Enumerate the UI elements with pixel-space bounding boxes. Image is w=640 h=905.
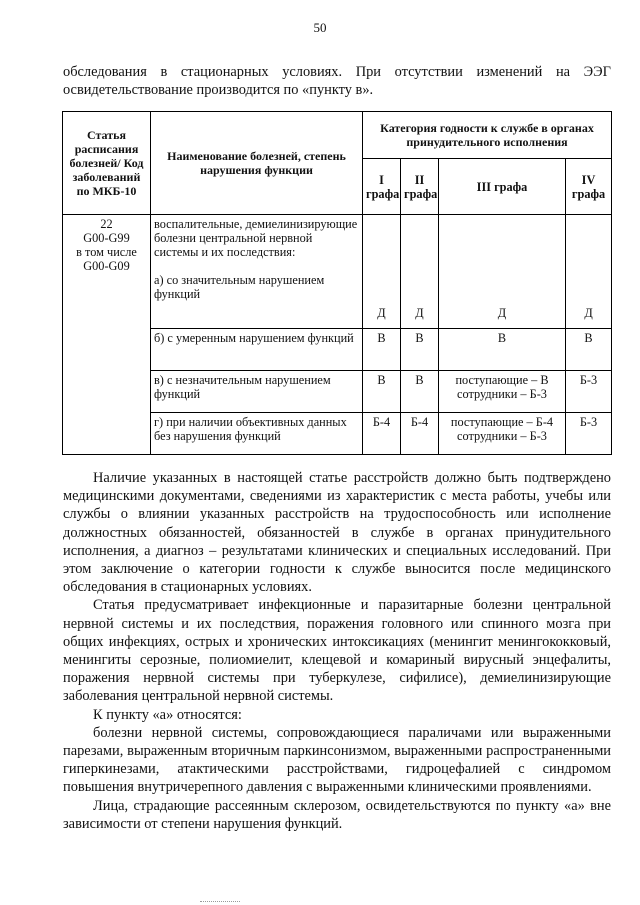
article-number: 22 [100,217,113,231]
paragraph-scope: Статья предусматривает инфекционные и паразитарные болезни центральной нервной системы и их последствия, поражения головного или спинного мозга при общих инфекциях, острых и хронических интоксикациях (менингит менингококковый, менингиты серозные, полиомиелит, клещевой и комариный вирусный энцефалиты, поражения нервной системы при туберкулезе, сифилисе), демиелинизирующие заболевания центральной нервной системы. [63,597,611,705]
code-sub: G00-G09 [83,259,130,273]
article-code-cell [63,215,151,455]
body-text [63,469,611,833]
code-main: G00-G99 [83,231,130,245]
intro-text: обследования в стационарных условиях. При отсутствии изменений на ЭЭГ освидетельствование производится по «пункту в». [63,64,611,98]
header-column-3: III графа [439,159,566,215]
row-c-col1: В [363,371,401,413]
row-c-name: в) с незначительным нарушением функций [151,371,363,413]
row-b-col1: В [363,329,401,371]
row-a-col4: Д [566,215,612,329]
row-c-col2: В [401,371,439,413]
row-c-col4: Б-3 [566,371,612,413]
header-column-4: IV графа [566,159,612,215]
paragraph-item-a-details: болезни нервной системы, сопровождающиеся параличами или выраженными парезами, выраженным вторичным паркинсонизмом, выраженными распространенными гиперкинезами, атактическими расстройствами, гидроцефалией с синдромом повышения внутричерепного давления с выраженными клиническими проявлениями. [63,724,611,796]
row-c-col3 [439,371,566,413]
header-disease-name: Наименование болезней, степень нарушения функции [151,112,363,215]
row-b-col4: В [566,329,612,371]
row-a-col3: Д [439,215,566,329]
row-d-col4: Б-3 [566,413,612,455]
row-a-name: а) со значительным нарушением функций [154,273,325,301]
disease-name-cell [151,215,363,329]
row-a-col1: Д [363,215,401,329]
row-d-col3-line1: поступающие – Б-4 [450,415,554,429]
header-column-1: I графа [363,159,401,215]
row-a-col2: Д [401,215,439,329]
table-row [63,215,612,329]
header-column-2: II графа [401,159,439,215]
intro-row-text: воспалительные, демиелинизирующие болезни центральной нервной системы и их последствия: [154,217,358,259]
paragraph-multiple-sclerosis: Лица, страдающие рассеянным склерозом, освидетельствуются по пункту «а» вне зависимости от степени нарушения функций. [63,797,611,832]
paragraph-evidence: Наличие указанных в настоящей статье расстройств должно быть подтверждено медицинскими документами, сведениями из характеристик с места работы, учебы или службы о влиянии указанных расстройств на трудоспособность или исполнение должностных обязанностей, обязанностей в службе в органах принудительного исполнения, а диагноз – результатами клинических и специальных исследований. При этом заключение о категории годности к службе выносится после медицинского обследования в стационарных условиях. [63,470,611,596]
row-d-name: г) при наличии объективных данных без нарушения функций [151,413,363,455]
row-d-col2: Б-4 [401,413,439,455]
row-b-col2: В [401,329,439,371]
fitness-category-table [62,111,612,455]
row-d-col3 [439,413,566,455]
intro-paragraph [63,63,611,99]
row-b-name: б) с умеренным нарушением функций [151,329,363,371]
code-including-label: в том числе [76,245,137,259]
row-c-col3-line2: сотрудники – Б-3 [457,387,547,401]
row-b-col3: В [439,329,566,371]
header-category-group: Категория годности к службе в органах принудительного исполнения [363,112,612,159]
paragraph-item-a-heading: К пункту «а» относятся: [93,706,242,723]
row-d-col1: Б-4 [363,413,401,455]
header-article-code: Статья расписания болезней/ Код заболеваний по МКБ-10 [63,112,151,215]
row-c-col3-line1: поступающие – В [455,373,549,387]
scan-artifact-mark [200,901,240,903]
row-d-col3-line2: сотрудники – Б-3 [457,429,547,443]
page-number: 50 [313,20,327,35]
